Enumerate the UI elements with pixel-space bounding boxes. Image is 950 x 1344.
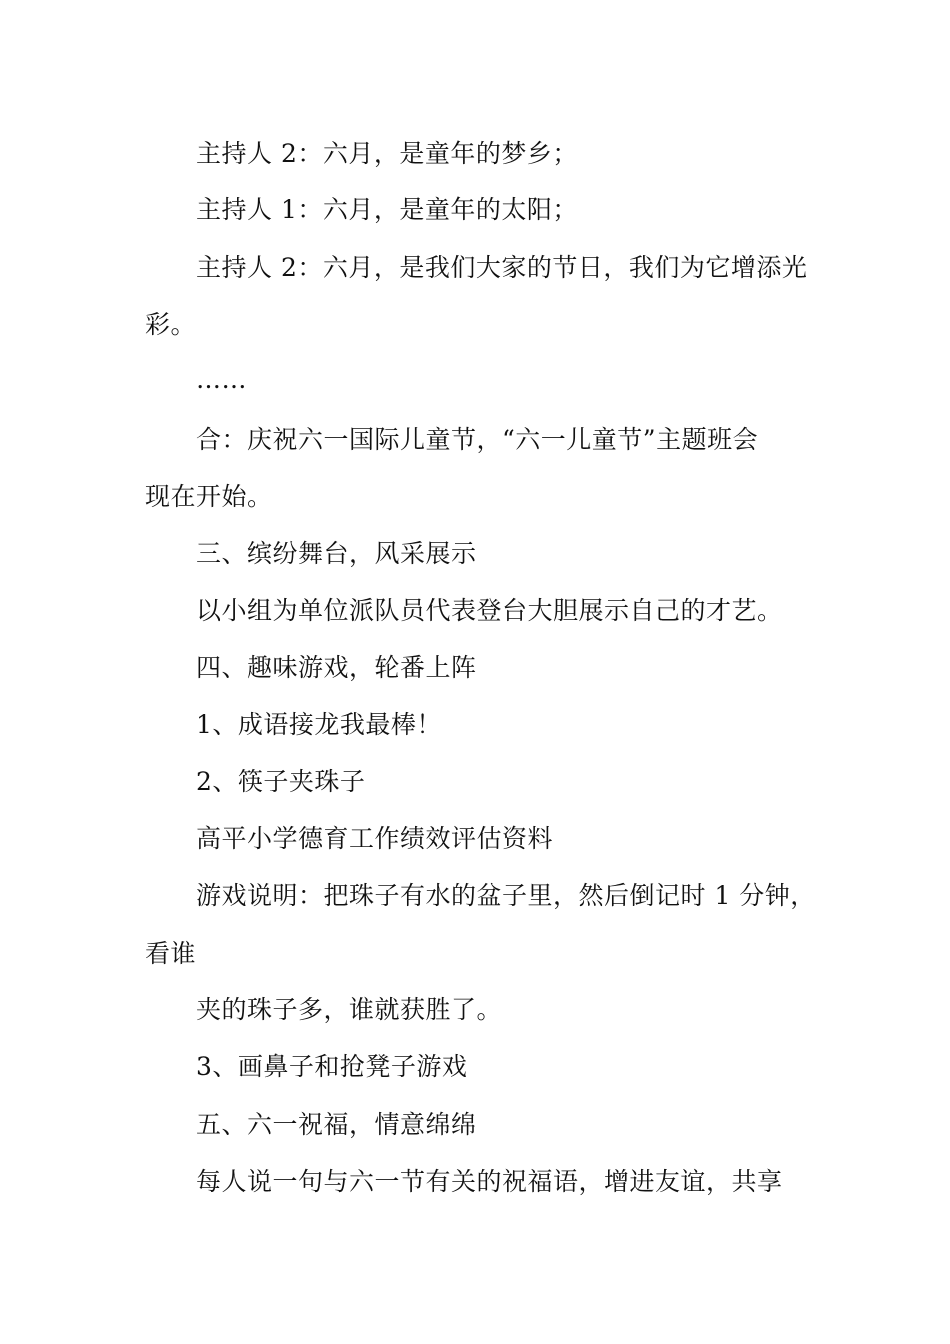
section-four-heading: 四、趣味游戏，轮番上阵 [196,653,477,682]
together-line-cont: 现在开始。 [145,482,273,511]
together-line: 合：庆祝六一国际儿童节，“六一儿童节”主题班会 [196,425,759,454]
game-one: 1、成语接龙我最棒！ [196,710,442,739]
section-three-text: 以小组为单位派队员代表登台大胆展示自己的才艺。 [196,596,783,625]
section-five-text: 每人说一句与六一节有关的祝福语，增进友谊，共享 [196,1167,783,1196]
host2-line-dreamland: 主持人 2：六月，是童年的梦乡； [196,139,578,168]
host2-line-festival-cont: 彩。 [145,310,197,339]
game-instructions-end: 夹的珠子多，谁就获胜了。 [196,995,503,1024]
game-instructions-cont: 看谁 [145,939,197,968]
game-two: 2、筷子夹珠子 [196,767,366,796]
game-three: 3、画鼻子和抢凳子游戏 [196,1052,468,1081]
section-five-heading: 五、六一祝福，情意绵绵 [196,1110,477,1139]
host1-line-sun: 主持人 1：六月，是童年的太阳； [196,195,578,224]
game-instructions: 游戏说明：把珠子有水的盆子里，然后倒记时 1 分钟， [196,881,816,910]
ellipsis-line: …… [196,365,247,394]
section-three-heading: 三、缤纷舞台，风采展示 [196,539,477,568]
host2-line-festival: 主持人 2：六月，是我们大家的节日，我们为它增添光 [196,253,808,282]
school-note: 高平小学德育工作绩效评估资料 [196,824,554,853]
